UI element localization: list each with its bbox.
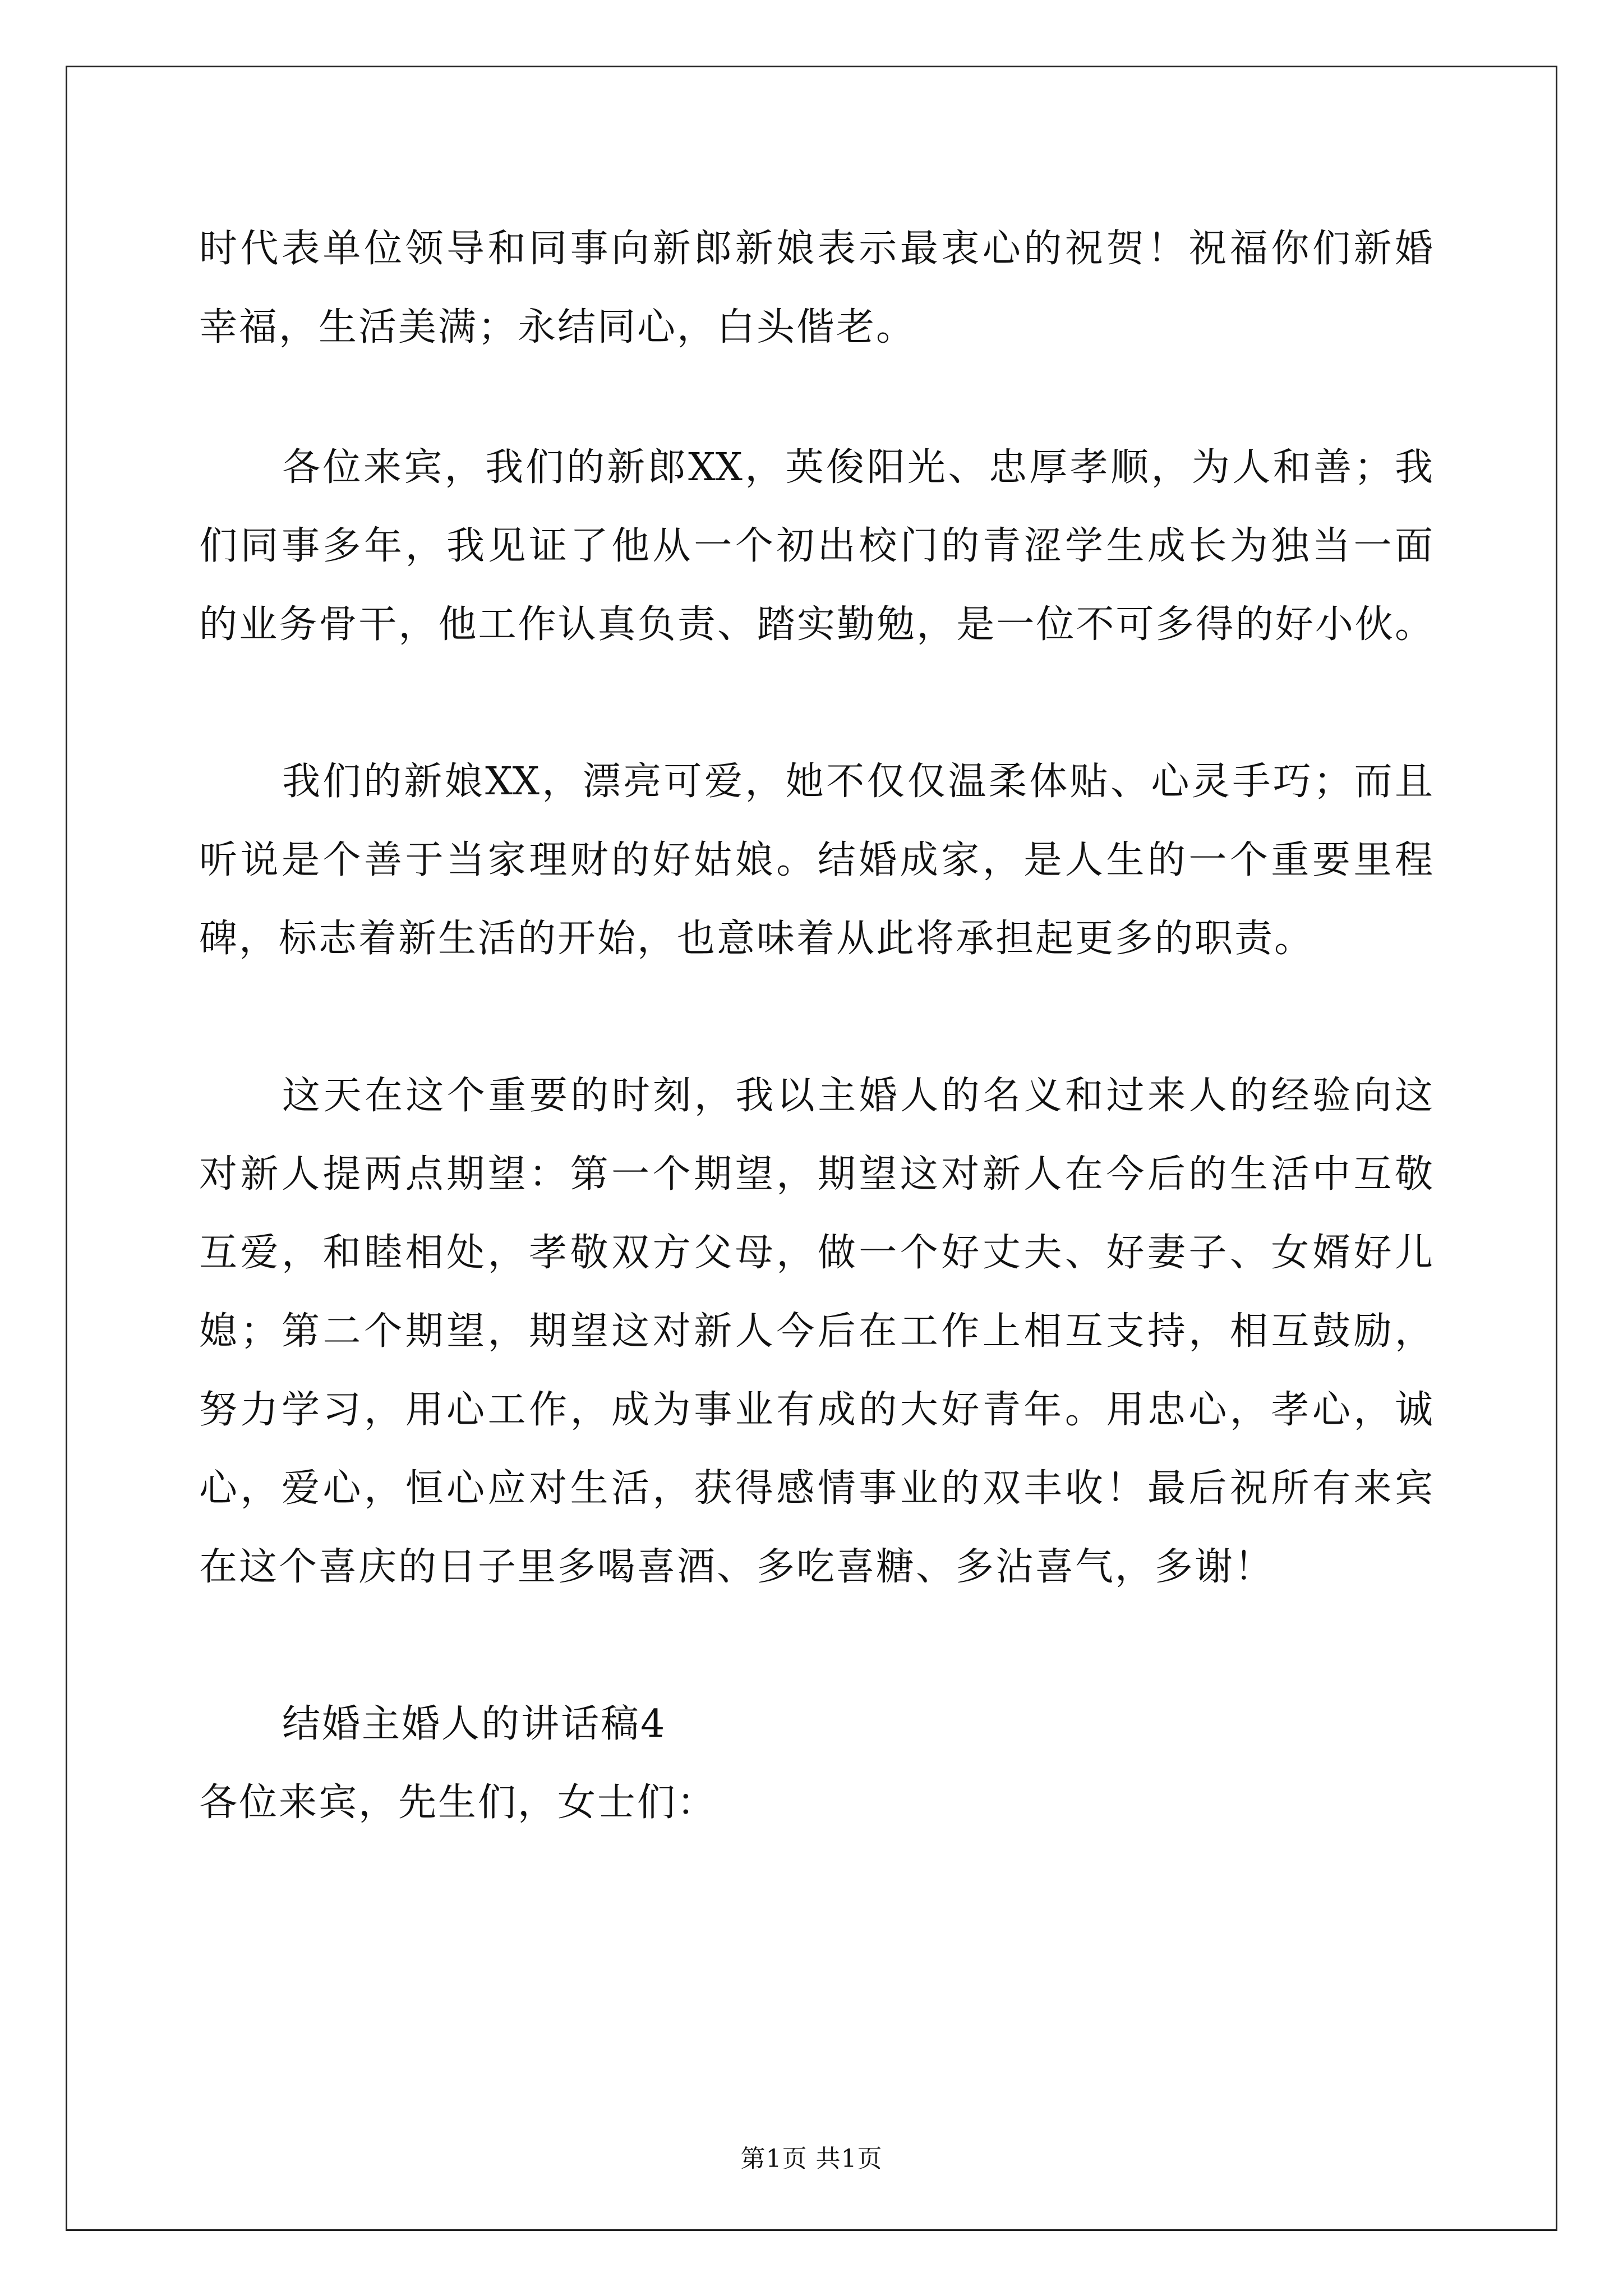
paragraph-line: 的业务骨干，他工作认真负责、踏实勤勉，是一位不可多得的好小伙。: [199, 602, 1433, 647]
paragraph-line: 在这个喜庆的日子里多喝喜酒、多吃喜糖、多沾喜气，多谢！: [199, 1545, 1275, 1589]
paragraph-line: 们同事多年，我见证了他从一个初出校门的青涩学生成长为独当一面: [199, 524, 1433, 568]
section-heading: 结婚主婚人的讲话稿4: [282, 1702, 667, 1746]
paragraph-line: 听说是个善于当家理财的好姑娘。结婚成家，是人生的一个重要里程: [199, 838, 1433, 882]
paragraph-line: 互爱，和睦相处，孝敬双方父母，做一个好丈夫、好妻子、女婿好儿: [199, 1231, 1433, 1275]
paragraph-line: 这天在这个重要的时刻，我以主婚人的名义和过来人的经验向这: [282, 1074, 1433, 1118]
paragraph-line: 努力学习，用心工作，成为事业有成的大好青年。用忠心，孝心，诚: [199, 1388, 1433, 1432]
paragraph-line: 幸福，生活美满；永结同心，白头偕老。: [199, 305, 916, 349]
paragraph-line: 媳；第二个期望，期望这对新人今后在工作上相互支持，相互鼓励，: [199, 1309, 1433, 1354]
page-frame: [66, 66, 1557, 2231]
paragraph-line: 碑，标志着新生活的开始，也意味着从此将承担起更多的职责。: [199, 917, 1315, 961]
paragraph-line: 心，爱心，恒心应对生活，获得感情事业的双丰收！最后祝所有来宾: [199, 1466, 1433, 1511]
paragraph-line: 各位来宾，我们的新郎XX，英俊阳光、忠厚孝顺，为人和善；我: [282, 445, 1433, 490]
salutation-line: 各位来宾，先生们，女士们：: [199, 1780, 717, 1825]
paragraph-line: 时代表单位领导和同事向新郎新娘表示最衷心的祝贺！祝福你们新婚: [199, 227, 1433, 271]
paragraph-line: 对新人提两点期望：第一个期望，期望这对新人在今后的生活中互敬: [199, 1152, 1433, 1197]
paragraph-line: 我们的新娘XX，漂亮可爱，她不仅仅温柔体贴、心灵手巧；而且: [282, 760, 1433, 804]
page-number-footer: 第1页 共1页: [740, 2145, 883, 2173]
